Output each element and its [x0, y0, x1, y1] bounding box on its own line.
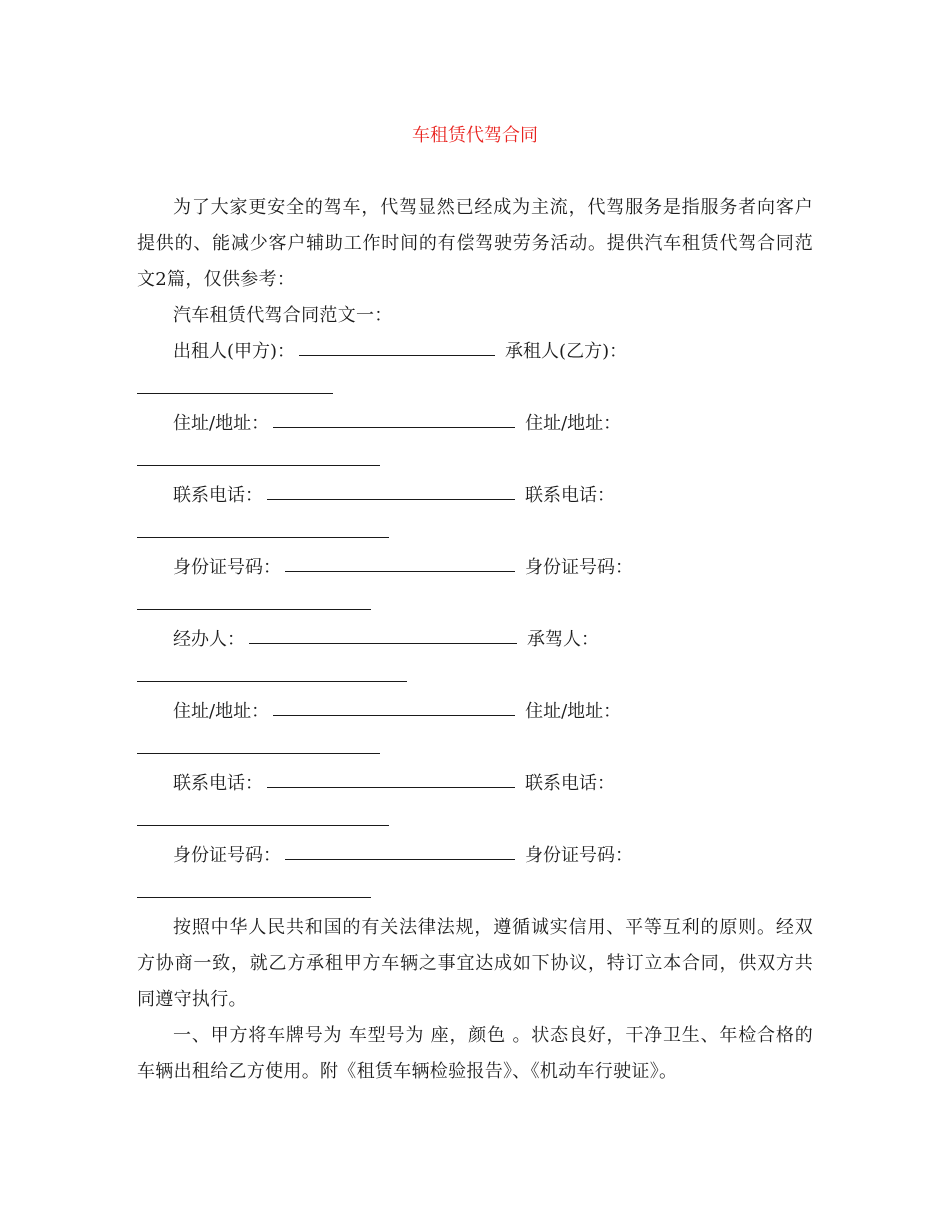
field-left-label: 联系电话：	[173, 485, 263, 506]
fill-blank-line	[137, 753, 380, 754]
field-right-label: 承驾人：	[527, 629, 599, 650]
party-field-row	[137, 694, 813, 730]
field-right-label: 身份证号码：	[525, 557, 633, 578]
field-right-label: 住址/地址：	[525, 701, 622, 722]
field-left-label: 住址/地址：	[173, 701, 270, 722]
fill-blank-line	[299, 355, 495, 356]
fill-blank-continuation	[137, 586, 813, 622]
party-field-row	[137, 478, 813, 514]
field-left-label: 经办人：	[173, 629, 245, 650]
fill-blank-line	[285, 859, 515, 860]
field-left-label: 身份证号码：	[173, 845, 281, 866]
party-field-row	[137, 334, 813, 370]
fill-blank-line	[137, 465, 380, 466]
party-field-row	[137, 406, 813, 442]
sample-heading: 汽车租赁代驾合同范文一：	[173, 305, 393, 326]
fill-blank-line	[267, 499, 515, 500]
party-field-row	[137, 622, 813, 658]
fill-blank-continuation	[137, 802, 813, 838]
party-field-row	[137, 838, 813, 874]
field-left-label: 出租人(甲方)：	[173, 341, 296, 362]
field-left-label: 联系电话：	[173, 773, 263, 794]
fill-blank-line	[137, 825, 389, 826]
field-left-label: 身份证号码：	[173, 557, 281, 578]
fill-blank-line	[273, 427, 515, 428]
fill-blank-continuation	[137, 730, 813, 766]
field-left-label: 住址/地址：	[173, 413, 270, 434]
intro-paragraph: 为了大家更安全的驾车，代驾显然已经成为主流，代驾服务是指服务者向客户提供的、能减少客户辅助工作时间的有偿驾驶劳务活动。提供汽车租赁代驾合同范文2篇，仅供参考：	[137, 197, 813, 290]
fill-blank-line	[249, 643, 517, 644]
clause-one-paragraph: 一、甲方将车牌号为 车型号为 座，颜色 。状态良好，干净卫生、年检合格的车辆出租给乙方使用。附《租赁车辆检验报告》、《机动车行驶证》。	[137, 1025, 813, 1082]
fill-blank-continuation	[137, 658, 813, 694]
party-field-row	[137, 550, 813, 586]
document-title: 车租赁代驾合同	[412, 125, 538, 146]
field-right-label: 承租人(乙方)：	[505, 341, 628, 362]
field-right-label: 身份证号码：	[525, 845, 633, 866]
field-right-label: 联系电话：	[525, 485, 615, 506]
fill-blank-line	[267, 787, 515, 788]
fill-blank-line	[137, 609, 371, 610]
field-right-label: 联系电话：	[525, 773, 615, 794]
agreement-paragraph: 按照中华人民共和国的有关法律法规，遵循诚实信用、平等互利的原则。经双方协商一致，就乙方承租甲方车辆之事宜达成如下协议，特订立本合同，供双方共同遵守执行。	[137, 917, 813, 1010]
document-body	[137, 190, 813, 1090]
party-field-row	[137, 766, 813, 802]
fill-blank-continuation	[137, 874, 813, 910]
fill-blank-continuation	[137, 514, 813, 550]
fill-blank-line	[137, 897, 371, 898]
fill-blank-line	[137, 537, 389, 538]
fill-blank-line	[137, 681, 407, 682]
fill-blank-continuation	[137, 370, 813, 406]
fill-blank-continuation	[137, 442, 813, 478]
fill-blank-line	[137, 393, 333, 394]
fill-blank-line	[273, 715, 515, 716]
field-right-label: 住址/地址：	[525, 413, 622, 434]
fill-blank-line	[285, 571, 515, 572]
